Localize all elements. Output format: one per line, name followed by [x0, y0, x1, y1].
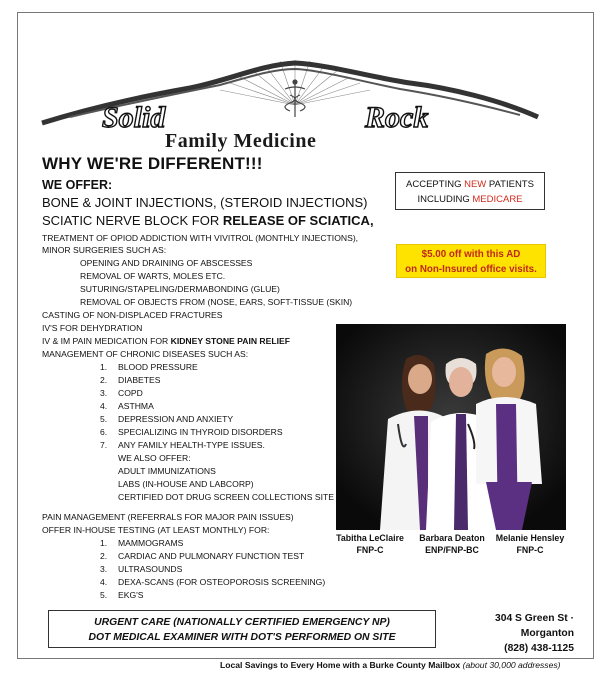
- list-number: 5.: [100, 590, 108, 600]
- accepting-pre: ACCEPTING: [406, 179, 465, 190]
- staff-name: Barbara Deaton: [419, 533, 485, 543]
- testing-title: OFFER IN-HOUSE TESTING (AT LEAST MONTHLY) FOR:: [42, 525, 270, 535]
- accepting-line2: [396, 192, 544, 207]
- chronic-title: MANAGEMENT OF CHRONIC DISEASES SUCH AS:: [42, 349, 249, 359]
- urgent-line1: URGENT CARE (NATIONALLY CERTIFIED EMERGENCY NP): [94, 617, 390, 628]
- staff-photo-illustration: [336, 324, 566, 530]
- staff-card: [330, 532, 410, 556]
- service-kidney: [42, 336, 290, 346]
- service-injections: BONE & JOINT INJECTIONS, (STEROID INJECTIONS): [42, 195, 368, 210]
- list-item: LABS (IN-HOUSE AND LABCORP): [118, 479, 254, 489]
- list-item: REMOVAL OF WARTS, MOLES ETC.: [80, 271, 226, 281]
- list-number: 4.: [100, 401, 108, 411]
- service-kidney-bold: KIDNEY STONE PAIN RELIEF: [170, 336, 290, 346]
- pain-management: PAIN MANAGEMENT (REFERRALS FOR MAJOR PAIN ISSUES): [42, 512, 294, 522]
- accepting-post: PATIENTS: [486, 179, 534, 190]
- list-item: DEXA-SCANS (FOR OSTEOPOROSIS SCREENING): [118, 577, 326, 587]
- list-item: SPECIALIZING IN THYROID DISORDERS: [118, 427, 283, 437]
- list-item: CERTIFIED DOT DRUG SCREEN COLLECTIONS SITE: [118, 492, 334, 502]
- list-item: ASTHMA: [118, 401, 154, 411]
- coupon-badge: [396, 244, 546, 278]
- headline: WHY WE'RE DIFFERENT!!!: [42, 154, 263, 173]
- minor-surgeries-title: MINOR SURGERIES SUCH AS:: [42, 245, 167, 255]
- staff-name: Tabitha LeClaire: [336, 533, 404, 543]
- staff-card: [412, 532, 492, 556]
- list-number: 1.: [100, 538, 108, 548]
- list-item: ULTRASOUNDS: [118, 564, 183, 574]
- also-offer-title: WE ALSO OFFER:: [118, 453, 191, 463]
- contact-info: [446, 611, 574, 656]
- list-number: 3.: [100, 388, 108, 398]
- list-item: SUTURING/STAPELING/DERMABONDING (GLUE): [80, 284, 280, 294]
- footer-main: Local Savings to Every Home with a Burke County Mailbox: [220, 660, 461, 670]
- list-number: 4.: [100, 577, 108, 587]
- phone-number[interactable]: (828) 438-1125: [504, 643, 574, 654]
- list-item: MAMMOGRAMS: [118, 538, 184, 548]
- logo-word-solid: Solid: [102, 101, 166, 134]
- offer-title: WE OFFER:: [42, 178, 113, 192]
- accepting-patients-box: [395, 172, 545, 210]
- list-number: 1.: [100, 362, 108, 372]
- list-number: 6.: [100, 427, 108, 437]
- list-number: 5.: [100, 414, 108, 424]
- staff-credential: FNP-C: [516, 545, 544, 555]
- footer-note: [220, 660, 561, 670]
- list-item: EKG'S: [118, 590, 144, 600]
- list-number: 7.: [100, 440, 108, 450]
- logo-tagline: Family Medicine: [165, 130, 317, 152]
- list-item: CARDIAC AND PULMONARY FUNCTION TEST: [118, 551, 305, 561]
- service-iv: IV'S FOR DEHYDRATION: [42, 323, 143, 333]
- list-number: 2.: [100, 375, 108, 385]
- list-number: 2.: [100, 551, 108, 561]
- list-item: OPENING AND DRAINING OF ABSCESSES: [80, 258, 253, 268]
- footer-addresses: (about 30,000 addresses): [462, 660, 561, 670]
- list-item: COPD: [118, 388, 143, 398]
- service-sciatic-bold: RELEASE OF SCIATICA,: [222, 213, 374, 228]
- accepting-line1: [396, 177, 544, 192]
- staff-photo: [336, 324, 566, 530]
- staff-credential: FNP-C: [356, 545, 384, 555]
- accepting-new: NEW: [464, 179, 487, 190]
- caduceus-icon: [285, 80, 305, 117]
- staff-card: [490, 532, 570, 556]
- service-vivitrol: TREATMENT OF OPIOD ADDICTION WITH VIVITROL (MONTHLY INJECTIONS),: [42, 233, 359, 243]
- staff-credential: ENP/FNP-BC: [425, 545, 479, 555]
- urgent-line2: DOT MEDICAL EXAMINER WITH DOT'S PERFORMED ON SITE: [88, 632, 396, 643]
- service-sciatic-prefix: SCIATIC NERVE BLOCK FOR: [42, 213, 223, 228]
- urgent-care-box: [48, 610, 436, 648]
- list-item: BLOOD PRESSURE: [118, 362, 198, 372]
- coupon-line2: on Non-Insured office visits.: [405, 264, 537, 275]
- list-item: DIABETES: [118, 375, 161, 385]
- service-casting: CASTING OF NON-DISPLACED FRACTURES: [42, 310, 223, 320]
- address: 304 S Green St · Morganton: [495, 613, 574, 639]
- logo-word-rock: Rock: [365, 101, 429, 134]
- service-sciatic: [42, 213, 374, 228]
- list-item: ADULT IMMUNIZATIONS: [118, 466, 216, 476]
- list-item: REMOVAL OF OBJECTS FROM (NOSE, EARS, SOFT-TISSUE (SKIN): [80, 297, 353, 307]
- list-item: DEPRESSION AND ANXIETY: [118, 414, 234, 424]
- staff-name: Melanie Hensley: [495, 533, 565, 543]
- service-kidney-prefix: IV & IM PAIN MEDICATION FOR: [42, 336, 171, 346]
- list-number: 3.: [100, 564, 108, 574]
- accepting-medicare: MEDICARE: [472, 194, 523, 205]
- solid-rock-logo: [40, 55, 540, 155]
- accepting-including: INCLUDING: [417, 194, 473, 205]
- coupon-line1: $5.00 off with this AD: [421, 249, 521, 260]
- list-item: ANY FAMILY HEALTH-TYPE ISSUES.: [118, 440, 265, 450]
